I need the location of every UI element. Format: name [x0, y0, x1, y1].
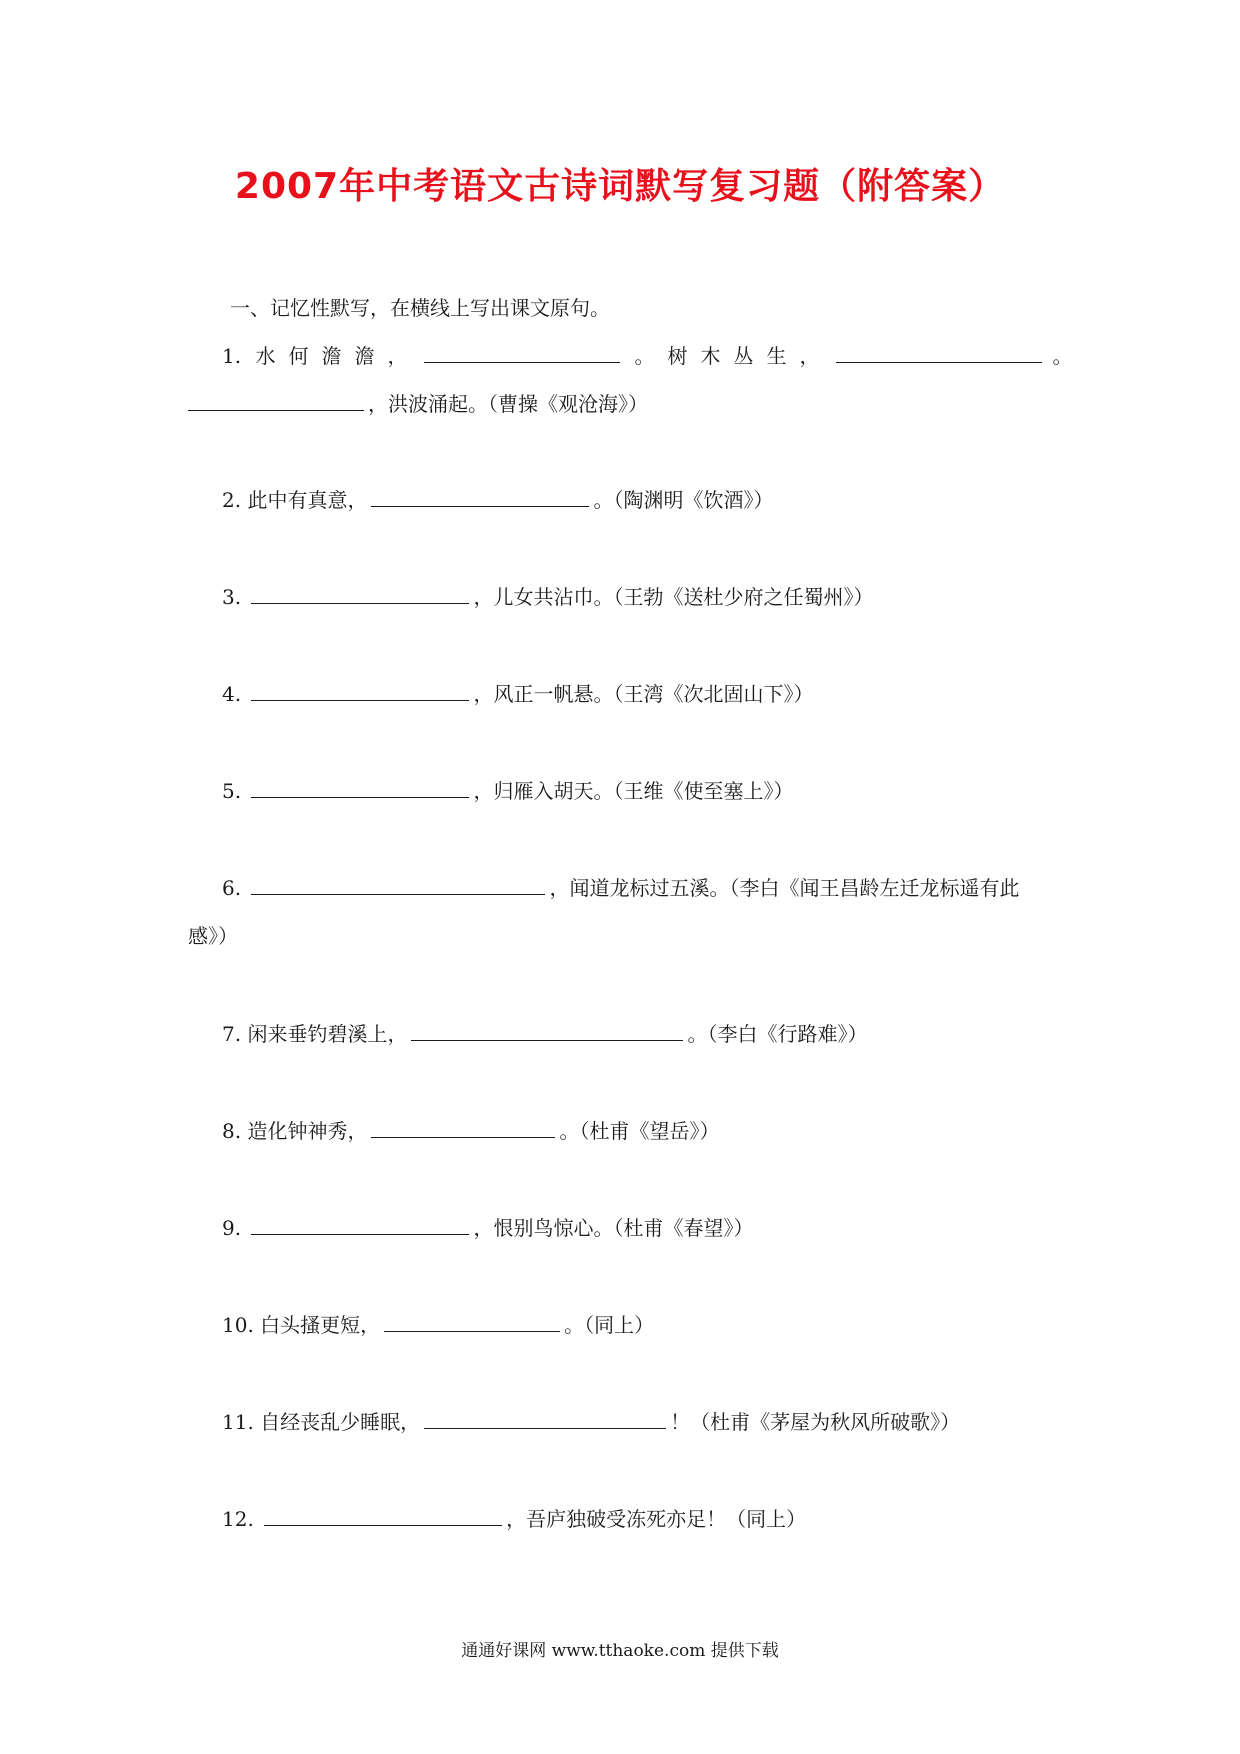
- question-11: [222, 1408, 960, 1436]
- question-number: 4.: [222, 682, 242, 706]
- answer-blank[interactable]: [371, 1117, 555, 1138]
- question-text: 白头搔更短，: [260, 1313, 381, 1337]
- question-number: 11.: [222, 1410, 254, 1434]
- question-number: 9.: [222, 1216, 242, 1240]
- question-text: ，吾庐独破受冻死亦足！（同上）: [506, 1507, 807, 1531]
- question-6-continued: [188, 922, 238, 950]
- answer-blank[interactable]: [188, 390, 364, 411]
- answer-blank[interactable]: [411, 1020, 683, 1041]
- question-10: [222, 1311, 654, 1339]
- question-number: 6.: [222, 876, 242, 900]
- question-number: 1.: [222, 344, 242, 368]
- section-heading: 一、记忆性默写，在横线上写出课文原句。: [230, 296, 610, 320]
- question-text: 。（陶渊明《饮酒》）: [593, 488, 774, 512]
- question-text: 。: [1052, 344, 1073, 368]
- question-text: ，闻道龙标过五溪。（李白《闻王昌龄左迁龙标遥有此: [549, 876, 1020, 900]
- page-footer: 通通好课网 www.tthaoke.com 提供下载: [461, 1641, 779, 1661]
- question-number: 3.: [222, 585, 242, 609]
- question-12: [222, 1505, 806, 1533]
- question-text: 此中有真意，: [247, 488, 368, 512]
- question-text: 水何澹澹，: [255, 344, 421, 368]
- question-3: [222, 583, 873, 611]
- answer-blank[interactable]: [251, 777, 469, 798]
- answer-blank[interactable]: [836, 342, 1042, 363]
- question-text: 自经丧乱少睡眠，: [260, 1410, 421, 1434]
- question-text: 。（李白《行路难》）: [687, 1022, 868, 1046]
- question-text: ，归雁入胡天。（王维《使至塞上》）: [473, 779, 794, 803]
- question-number: 5.: [222, 779, 242, 803]
- question-text: 闲来垂钓碧溪上，: [247, 1022, 408, 1046]
- question-7: [222, 1020, 867, 1048]
- question-text: ！（杜甫《茅屋为秋风所破歌》）: [670, 1410, 961, 1434]
- question-text: ，儿女共沾巾。（王勃《送杜少府之任蜀州》）: [473, 585, 874, 609]
- question-1: [222, 342, 1072, 370]
- question-number: 2.: [222, 488, 242, 512]
- question-number: 12.: [222, 1507, 254, 1531]
- question-text: 造化钟神秀，: [247, 1119, 368, 1143]
- question-text: 。（同上）: [564, 1313, 655, 1337]
- question-number: 7.: [222, 1022, 242, 1046]
- answer-blank[interactable]: [424, 1408, 666, 1429]
- question-text: 。（杜甫《望岳》）: [559, 1119, 720, 1143]
- question-8: [222, 1117, 719, 1145]
- question-number: 8.: [222, 1119, 242, 1143]
- answer-blank[interactable]: [264, 1505, 502, 1526]
- question-9: [222, 1214, 753, 1242]
- answer-blank[interactable]: [251, 583, 469, 604]
- question-text: 。树木丛生，: [634, 344, 833, 368]
- question-4: [222, 680, 813, 708]
- question-1-continued: [188, 390, 648, 418]
- answer-blank[interactable]: [371, 486, 589, 507]
- answer-blank[interactable]: [251, 1214, 469, 1235]
- question-5: [222, 777, 793, 805]
- answer-blank[interactable]: [251, 680, 469, 701]
- document-title: 2007年中考语文古诗词默写复习题（附答案）: [234, 166, 1006, 207]
- question-number: 10.: [222, 1313, 254, 1337]
- answer-blank[interactable]: [251, 874, 545, 895]
- question-6: [222, 874, 1019, 902]
- question-2: [222, 486, 773, 514]
- answer-blank[interactable]: [424, 342, 620, 363]
- question-text: ，风正一帆悬。（王湾《次北固山下》）: [473, 682, 814, 706]
- answer-blank[interactable]: [384, 1311, 560, 1332]
- question-text: ，恨别鸟惊心。（杜甫《春望》）: [473, 1216, 754, 1240]
- question-text: ，洪波涌起。（曹操《观沧海》）: [368, 392, 648, 416]
- question-text: 感》）: [188, 924, 238, 948]
